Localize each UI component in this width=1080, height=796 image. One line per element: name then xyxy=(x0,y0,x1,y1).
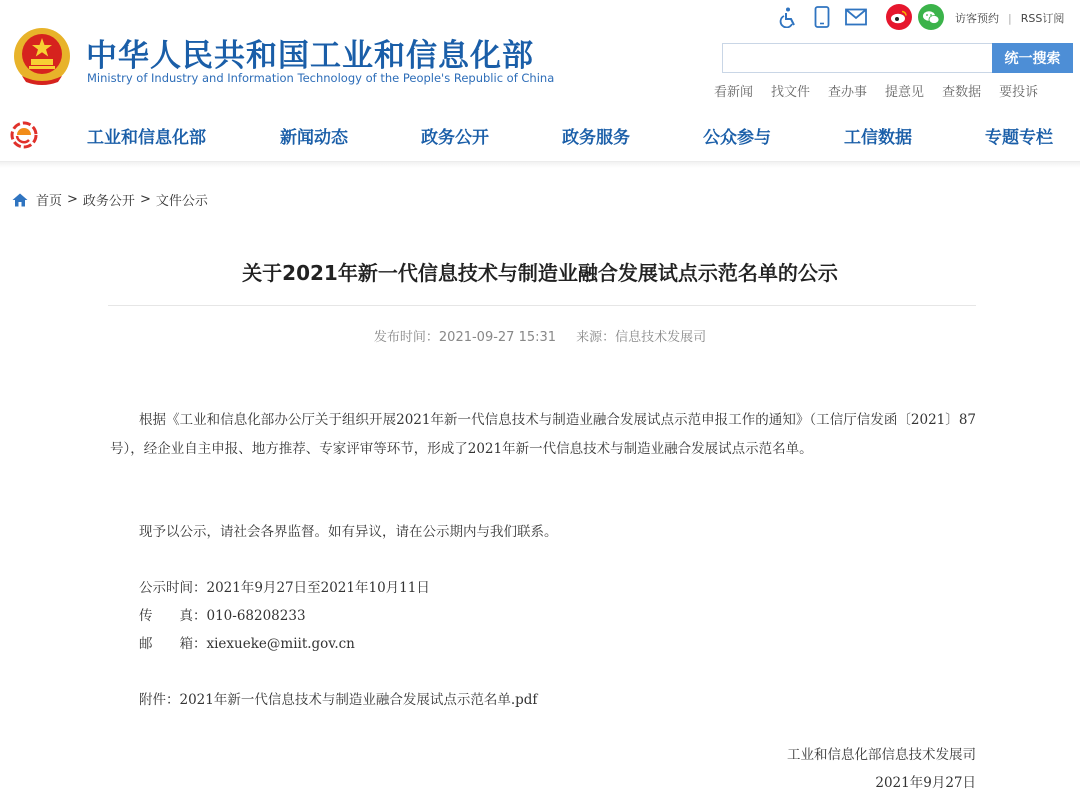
breadcrumb-file-notice[interactable]: 文件公示 xyxy=(155,194,208,209)
nav-item-data[interactable]: 工信数据 xyxy=(844,128,912,148)
site-header xyxy=(0,0,1080,108)
quick-link-services[interactable]: 查办事 xyxy=(828,85,868,100)
fax-label: 传 真： xyxy=(139,608,207,624)
breadcrumb xyxy=(12,190,208,209)
wechat-icon[interactable] xyxy=(918,4,944,30)
top-links xyxy=(955,10,1064,26)
fax-line xyxy=(139,604,306,624)
nav-item-topics[interactable]: 专题专栏 xyxy=(985,128,1053,148)
breadcrumb-home[interactable]: 首页 xyxy=(36,194,63,209)
nav-item-ministry[interactable]: 工业和信息化部 xyxy=(87,128,206,148)
rss-link[interactable]: RSS订阅 xyxy=(1020,12,1065,25)
quick-link-complaint[interactable]: 要投诉 xyxy=(999,85,1039,100)
sign-date: 2021年9月27日 xyxy=(875,775,976,791)
mail-icon[interactable] xyxy=(844,5,868,29)
search-input[interactable] xyxy=(722,43,992,73)
quick-link-feedback[interactable]: 提意见 xyxy=(885,85,925,100)
title-divider xyxy=(108,305,976,306)
search-button[interactable]: 统一搜索 xyxy=(992,43,1073,73)
nav-item-gov-affairs[interactable]: 政务公开 xyxy=(421,128,489,148)
article-paragraph-2: 现予以公示，请社会各界监督。如有异议，请在公示期内与我们联系。 xyxy=(139,524,558,540)
email-value[interactable]: xiexueke@miit.gov.cn xyxy=(206,636,355,652)
nav-item-participation[interactable]: 公众参与 xyxy=(703,128,771,148)
top-icon-bar xyxy=(776,5,954,29)
nav-item-news[interactable]: 新闻动态 xyxy=(280,128,348,148)
notice-period xyxy=(139,576,430,596)
miit-logo-icon[interactable] xyxy=(10,121,38,149)
signer: 工业和信息化部信息技术发展司 xyxy=(787,747,976,763)
email-label: 邮 箱： xyxy=(139,636,207,652)
article-paragraph-1: 根据《工业和信息化部办公厅关于组织开展2021年新一代信息技术与制造业融合发展试点示范申报工作的通知》（工信厅信发函〔2021〕87号），经企业自主申报、地方推荐、专家评审等环节，形成了2021年新一代信息技术与制造业融合发展试点示范名单。 xyxy=(110,412,976,457)
notice-period-value: 2021年9月27日至2021年10月11日 xyxy=(206,580,430,596)
email-line xyxy=(139,632,355,652)
quick-link-data[interactable]: 查数据 xyxy=(942,85,982,100)
publish-time: 2021-09-27 15:31 xyxy=(438,330,557,345)
breadcrumb-separator: > xyxy=(67,192,78,207)
national-emblem-icon[interactable] xyxy=(12,26,72,88)
site-subtitle: Ministry of Industry and Information Technology of the People's Republic of China xyxy=(87,71,555,85)
weibo-icon[interactable] xyxy=(886,4,912,30)
source-label: 来源： xyxy=(576,330,616,345)
visitor-appointment-link[interactable]: 访客预约 xyxy=(955,12,999,25)
attachment-label: 附件： xyxy=(139,692,180,708)
quick-links xyxy=(714,81,1038,100)
attachment-line xyxy=(139,688,537,708)
main-nav xyxy=(0,108,1080,162)
attachment-link[interactable]: 2021年新一代信息技术与制造业融合发展试点示范名单.pdf xyxy=(179,692,538,708)
quick-link-news[interactable]: 看新闻 xyxy=(714,85,754,100)
mobile-icon[interactable] xyxy=(810,5,834,29)
breadcrumb-separator: > xyxy=(139,192,151,207)
breadcrumb-gov-affairs[interactable]: 政务公开 xyxy=(82,194,135,209)
article-title: 关于2021年新一代信息技术与制造业融合发展试点示范名单的公示 xyxy=(242,261,838,285)
nav-item-services[interactable]: 政务服务 xyxy=(562,128,630,148)
site-title[interactable]: 中华人民共和国工业和信息化部 xyxy=(86,38,534,74)
nav-divider xyxy=(0,162,1080,168)
article-meta xyxy=(0,326,1080,345)
home-icon[interactable] xyxy=(12,193,28,207)
notice-period-label: 公示时间： xyxy=(139,580,207,596)
quick-link-files[interactable]: 找文件 xyxy=(771,85,811,100)
accessibility-icon[interactable] xyxy=(776,5,800,29)
publish-label: 发布时间： xyxy=(373,330,439,345)
divider: | xyxy=(1008,12,1012,25)
fax-value: 010-68208233 xyxy=(206,608,306,624)
source: 信息技术发展司 xyxy=(615,330,707,345)
